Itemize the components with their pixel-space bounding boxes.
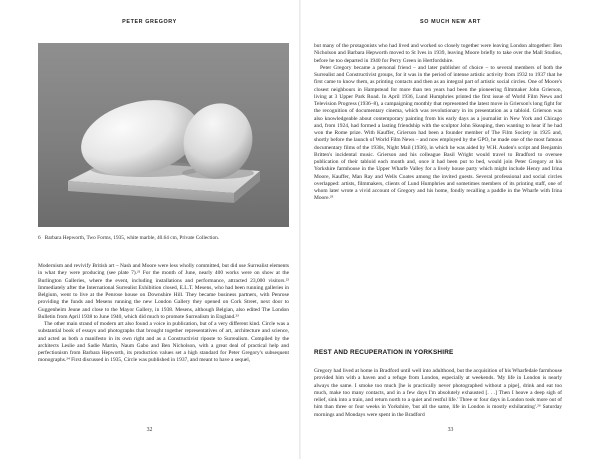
- section-heading: REST AND RECUPERATION IN YORKSHIRE: [314, 349, 454, 356]
- page-number-right: 33: [447, 427, 454, 433]
- paragraph: Peter Gregory became a personal friend – and later publisher of choice – to several members of both the Surrealist and Constructivist groups, for it was in the period of intense artistic activity from 1932 to 1937 that he first came to know them, as printing contacts and then as an integral part of artistic social circles. One of Moore's closest neighbours in Hampstead for more than ten years had been the pioneering filmmaker John Grierson, living at 3 Upper Park Road. In April 1936, Lund Humphries printed the first issue of World Film News and Television Progress (1936–8), a campaigning monthly that represented the latest move in Grierson's long fight for the recognition of documentary cinema, which was revolutionary in its presentation as a tabloid. Grierson was also knowledgeable about contemporary painting from his early days as a journalist in New York and Chicago and, from 1924, had formed a lasting friendship with the sculptor John Skeaping, then wanting to hear if he had won the Rome prize. With Kauffer, Grierson had been a founder member of The Film Society in 1925 and, shortly before the launch of World Film News – and now employed by the GPO, he made one of the most famous documentary films of the 1930s, Night Mail (1936), in which he was aided by W.H. Auden's script and Benjamin Britten's incidental music. Grierson and his colleague Basil Wright would travel to Bradford to oversee publication of their tabloid each month and, once it had been put to bed, would join Peter Gregory at his Yorkshire farmhouse in the Upper Wharfe Valley for a lively house party which might include Henry and Irina Moore, Kauffer, Man Ray and Wells Coates among the invited guests. Several professional and social circles overlapped: artists, filmmakers, clients of Lund Humphries and sometimes members of its printing staff, one of whom later wrote a vivid account of Gregory and his home, fondly recalling a paddle in the Wharfe with Irina Moore.²⁵: [314, 64, 562, 202]
- paragraph: Modernism and revivify British art – Nash and Moore were less wholly committed, but did use Surrealist elements in what they were producing (see plate 7).²¹ For the month of June, nearly 400 works were on show at the Burlington Galleries, where the event, including installations and performance, attracted 23,000 visitors.²² Immediately after the International Surrealist Exhibition closed, E.L.T. Mesens, who had been running galleries in Belgium, went to live at the Penrose house on Downshire Hill. They became business partners, with Penrose providing the funds and Mesens running the new London Gallery they opened on Cork Street, next door to Guggenheim Jeune and close to the Mayor Gallery, in 1938. Mesens, although Belgian, also edited The London Bulletin from April 1938 to June 1940, which did much to promote Surrealism in England.²³: [38, 263, 289, 320]
- running-head-left: PETER GREGORY: [122, 19, 177, 25]
- figure-number: 6: [38, 235, 41, 241]
- section-body-text: [314, 368, 562, 419]
- figure-caption-text: Barbara Hepworth, Two Forms, 1935, white marble, 40.64 cm, Private Collection.: [44, 235, 220, 241]
- left-page: [0, 0, 299, 459]
- figure-caption: [38, 235, 289, 242]
- right-page: [301, 0, 600, 459]
- running-head-right: SO MUCH NEW ART: [420, 19, 481, 25]
- right-body-text: [314, 43, 562, 203]
- paragraph: Gregory had lived at home in Bradford until well into adulthood, but the acquisition of his Wharfedale farmhouse provided him with a haven and a refuge from London, especially at weekends. 'My life in London is nearly always the same. I smoke too much [he is practically never photographed without a pipe], drink and eat too much, make too many contacts, and in a few days I'm absolutely exhausted [. . .] Then I heave a deep sigh of relief, sink into a train, and return north to a quiet and restful life.' Three or four days in London took more out of him than three or four weeks in Yorkshire, 'but all the same, life in London is mostly exhilarating'.²⁶ Saturday mornings and Mondays were spent in the Bradford: [314, 368, 562, 418]
- two-forms-sculpture-image: [38, 43, 289, 227]
- paragraph: but many of the protagonists who had lived and worked so closely together were leaving London altogether: Ben Nicholson and Barbara Hepworth moved to St Ives in 1939, leaving Moore briefly to take over the Mall Studios, before he too departed in 1940 for Perry Green in Hertfordshire.: [314, 43, 562, 64]
- left-body-text: [38, 263, 289, 365]
- paragraph: The other main strand of modern art also found a voice in publication, but of a very different kind. Circle was a substantial book of essays and photographs that brought together representatives of art, architecture and science, and acted as both a manifesto in its own right and as a Constructivist riposte to Surrealism. Compiled by the architects Leslie and Sadie Martin, Naum Gabo and Ben Nicholson, with a great deal of practical help and perfectionism from Barbara Hepworth, its production values set a high standard for Peter Gregory's subsequent monographs.²⁴ First discussed in 1935, Circle was published in 1937, and meant to have a sequel,: [38, 321, 289, 364]
- sculpture-photograph: [38, 43, 289, 227]
- page-number-left: 32: [146, 427, 153, 433]
